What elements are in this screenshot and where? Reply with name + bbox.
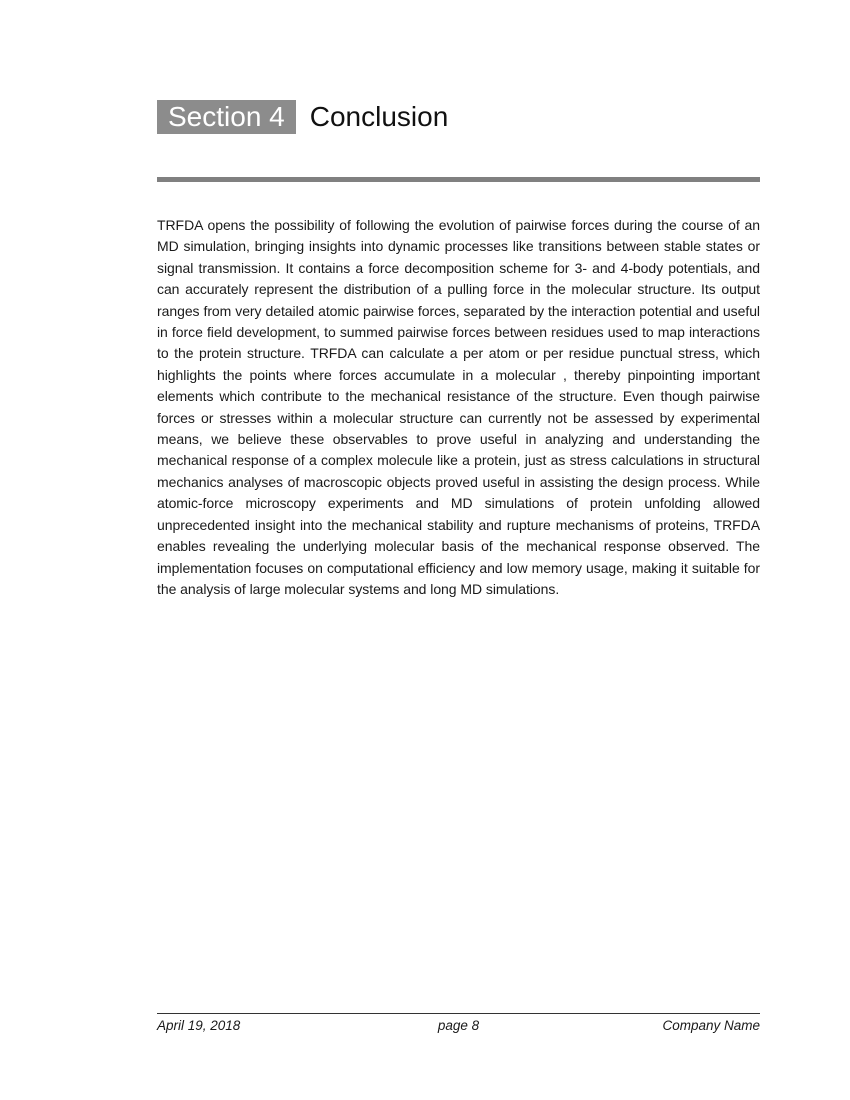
section-number-badge: Section 4 <box>157 100 296 134</box>
section-heading <box>157 100 448 134</box>
section-title: Conclusion <box>309 101 449 132</box>
conclusion-paragraph: TRFDA opens the possibility of following the evolution of pairwise forces during the course of an MD simulation, bringing insights into dynamic processes like transitions between stable states or signal transmission. It contains a force decomposition scheme for 3- and 4-body potentials, and can accurately represent the distribution of a pulling force in the molecular structure. Its output ranges from very detailed atomic pairwise forces, separated by the interaction potential and useful in force field development, to summed pairwise forces between residues used to map interactions to the protein structure. TRFDA can calculate a per atom or per residue punctual stress, which highlights the points where forces accumulate in a molecular , thereby pinpointing important elements which contribute to the mechanical resistance of the structure. Even though pairwise forces or stresses within a molecular structure can currently not be assessed by experimental means, we believe these observables to prove useful in analyzing and understanding the mechanical response of a complex molecule like a protein, just as stress calculations in structural mechanics analyses of macroscopic objects proved useful in assisting the design process. While atomic-force microscopy experiments and MD simulations of protein unfolding allowed unprecedented insight into the mechanical stability and rupture mechanisms of proteins, TRFDA enables revealing the underlying molecular basis of the mechanical response observed. The implementation focuses on computational efficiency and low memory usage, making it suitable for the analysis of large molecular systems and long MD simulations. <box>157 217 760 597</box>
footer-date: April 19, 2018 <box>157 1018 241 1033</box>
footer-divider-rule <box>157 1013 760 1014</box>
page-footer <box>157 1018 760 1033</box>
footer-company-name: Company Name <box>662 1018 760 1033</box>
title-divider-rule <box>157 177 760 182</box>
footer-page-number: page 8 <box>437 1018 480 1033</box>
